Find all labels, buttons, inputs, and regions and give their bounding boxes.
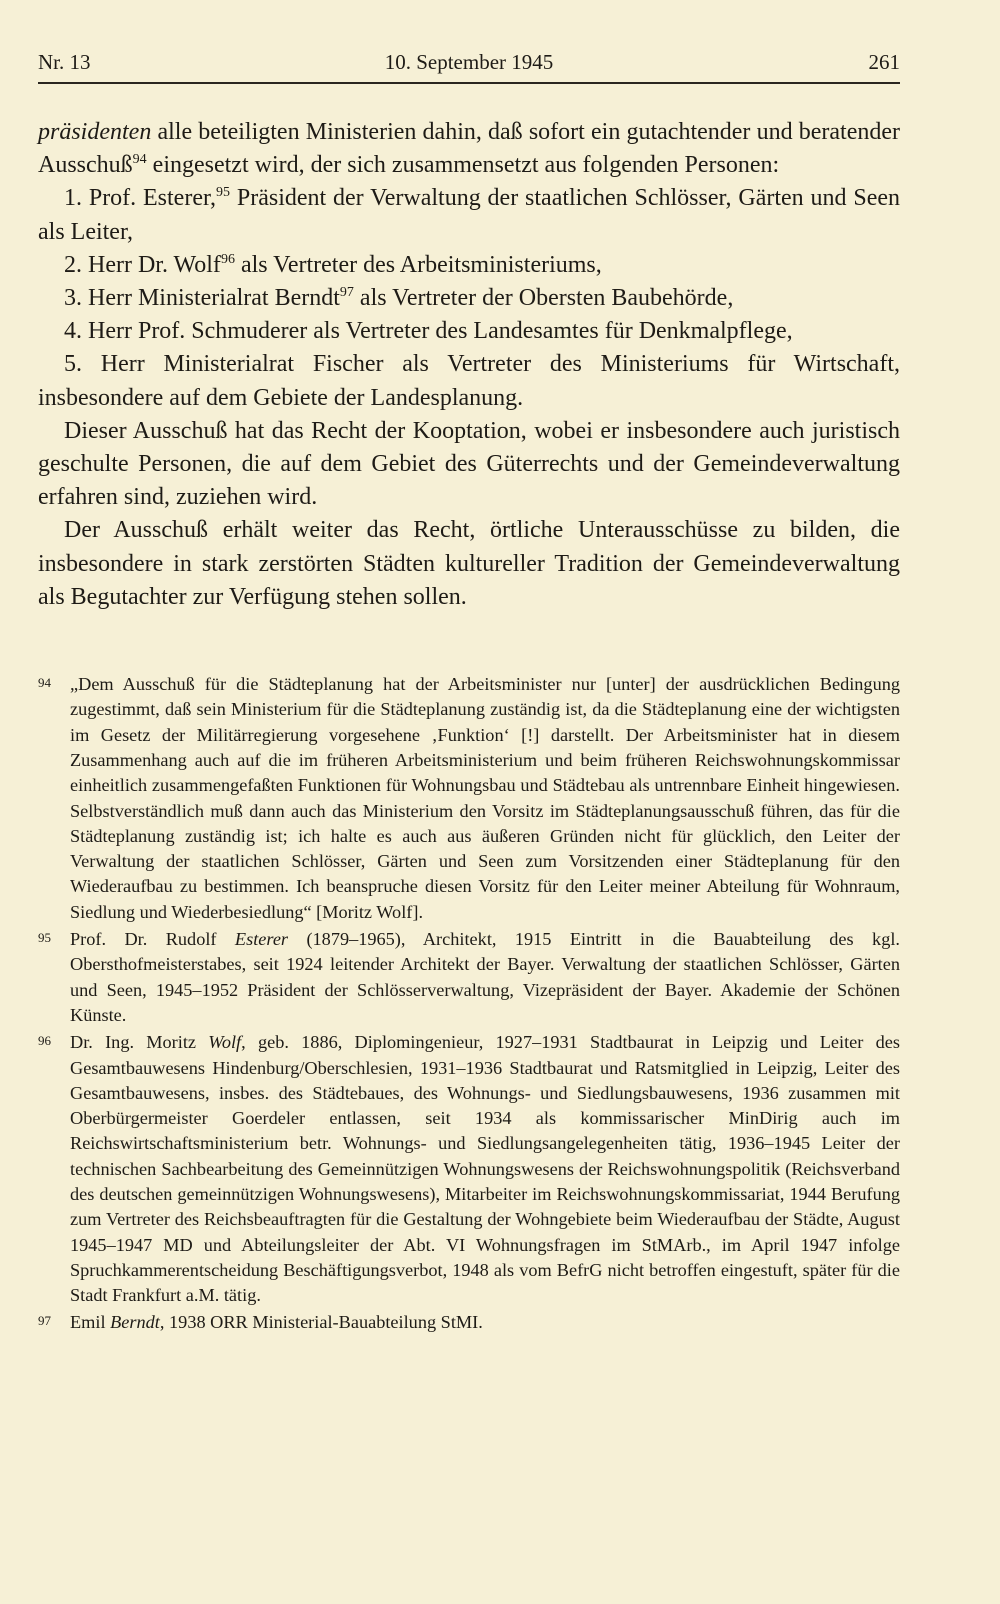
page-number: 261 — [868, 50, 900, 74]
footnote-text: „Dem Ausschuß für die Städteplanung hat der Arbeitsminister nur [unter] der ausdrücklichen Bedingung zugestimmt, daß sein Ministerium für die Städteplanung zuständig ist, da die Städteplanung eine der wichtigsten im Gesetz der Militärregierung vorgesehene ‚Funktion‘ [!] darstellt. Der Arbeitsminister hat in diesem Zusammenhang auch auf die im früheren Arbeitsministerium und beim früheren Reichswohnungskommissar einheitlich zusammengefaßten Funktionen für Wohnungsbau und Städtebau als untrennbare Einheit hingewiesen. Selbstverständlich muß dann auch das Ministerium den Vorsitz im Städteplanungsausschuß führen, das für die Städteplanung zuständig ist; ich halte es auch aus äußeren Gründen nicht für glücklich, den Leiter der Verwaltung der staatlichen Schlösser, Gärten und Seen zum Vorsitzenden einer Städteplanung für den Wiederaufbau zu bestimmen. Ich beanspruche diesen Vorsitz für den Leiter meiner Abteilung für Wohnraum, Siedlung und Wiederbesiedlung“ [Moritz Wolf]. — [70, 674, 900, 922]
text-span: 1. Prof. Esterer, — [64, 185, 217, 212]
text-span: als Vertreter der Obersten Baubehörde, — [353, 285, 734, 312]
paragraph-intro — [38, 116, 900, 182]
footnote-text: Dr. Ing. Moritz — [70, 1032, 209, 1053]
text-span: 5. Herr Ministerialrat Fischer als Vertreter des Ministeriums für Wirtschaft, insbesondere auf dem Gebiete der Landesplanung. — [38, 351, 900, 411]
text-span: 4. Herr Prof. Schmuderer als Vertreter des Landesamtes für Denkmalpflege, — [64, 318, 793, 345]
text-span: Präsident der Verwaltung der staatlichen Schlösser, Gärten und Seen als Leiter, — [38, 185, 900, 245]
footnote-ref[interactable]: 96 — [220, 251, 235, 267]
list-item — [38, 182, 900, 248]
running-head — [38, 48, 900, 84]
footnote-96 — [38, 1030, 900, 1308]
person-name: Wolf — [208, 1032, 242, 1053]
footnote-number: 94 — [38, 675, 51, 691]
issue-number: Nr. 13 — [38, 50, 91, 74]
footnote-97 — [38, 1310, 900, 1335]
list-item — [38, 348, 900, 414]
footnote-text: , 1938 ORR Ministerial-Bauabteilung StMI. — [159, 1312, 483, 1333]
text-span: als Vertreter des Arbeitsministeriums, — [234, 251, 602, 278]
text-span: alle beteiligten Ministerien dahin, daß sofort ein gutachtender und beratender Ausschuß — [38, 119, 900, 179]
text-span: 2. Herr Dr. Wolf — [64, 251, 221, 278]
text-span: eingesetzt wird, der sich zusammensetzt aus folgenden Personen: — [146, 152, 780, 179]
footnote-number: 97 — [38, 1313, 51, 1329]
footnote-ref[interactable]: 97 — [339, 285, 354, 301]
italic-word: präsidenten — [38, 119, 152, 145]
person-name: Berndt — [110, 1312, 160, 1333]
list-item — [38, 315, 900, 348]
person-name: Esterer — [234, 929, 289, 950]
footnote-text: Prof. Dr. Rudolf — [70, 929, 235, 950]
footnote-ref[interactable]: 94 — [132, 152, 147, 168]
list-item — [38, 282, 900, 315]
paragraph-subcommittees: Der Ausschuß erhält weiter das Recht, örtliche Unterausschüsse zu bilden, die insbesondere in stark zerstörten Städten kultureller Tradition der Gemeindeverwaltung als Begutachter zur Verfügung stehen sollen. — [38, 517, 900, 610]
main-text — [38, 116, 900, 614]
paragraph-cooptation: Dieser Ausschuß hat das Recht der Kooptation, wobei er insbesondere auch juristisch geschulte Personen, die auf dem Gebiet des Güterrechts und der Gemeindeverwaltung erfahren sind, zuziehen wird. — [38, 417, 900, 511]
footnote-ref[interactable]: 95 — [216, 185, 231, 201]
footnote-number: 95 — [38, 930, 51, 946]
footnote-text: , geb. 1886, Diplomingenieur, 1927–1931 Stadtbaurat in Leipzig und Leiter des Gesamtbauwesens Hindenburg/Oberschlesien, 1931–1936 Stadtbaurat und Ratsmitglied in Leipzig, Leiter des Gesamtbauwesens, insbes. des Städtebaues, des Wohnungs- und Siedlungsbauwesens, 1936 zusammen mit Oberbürgermeister Goerdeler entlassen, seit 1934 als kommissarischer MinDirig auch im Reichswirtschaftsministerium betr. Wohnungs- und Siedlungsangelegenheiten tätig, 1936–1945 Leiter der technischen Sachbearbeitung des Gemeinnützigen Wohnungswesens der Reichswohnungspolitik (Reichsverband des deutschen gemeinnützigen Wohnungswesens), Mitarbeiter im Reichswohnungskommissariat, 1944 Berufung zum Vertreter des Reichsbeauftragten für die Gestaltung der Wohngebiete beim Wiederaufbau der Städte, August 1945–1947 MD und Abteilungsleiter der Abt. VI Wohnungsfragen im StMArb., im April 1947 infolge Spruchkammerentscheidung Beschäftigungsverbot, 1948 als vom BefrG nicht betroffen eingestuft, später für die Stadt Frankfurt a.M. tätig. — [70, 1032, 900, 1306]
footnotes — [38, 672, 900, 1336]
footnote-94 — [38, 672, 900, 925]
header-date: 10. September 1945 — [384, 50, 554, 74]
document-page — [38, 48, 900, 1338]
footnote-text: Emil — [70, 1312, 111, 1333]
footnote-text: (1879–1965), Architekt, 1915 Eintritt in die Bauabteilung des kgl. Obersthofmeisterstabes, seit 1924 leitender Architekt der Bayer. Verwaltung der staatlichen Schlösser, Gärten und Seen, 1945–1952 Präsident der Schlösserverwaltung, Vizepräsident der Bayer. Akademie der Schönen Künste. — [70, 929, 900, 1025]
footnote-number: 96 — [38, 1033, 51, 1049]
footnote-95 — [38, 927, 900, 1028]
list-item — [38, 249, 900, 282]
text-span: 3. Herr Ministerialrat Berndt — [64, 285, 340, 312]
